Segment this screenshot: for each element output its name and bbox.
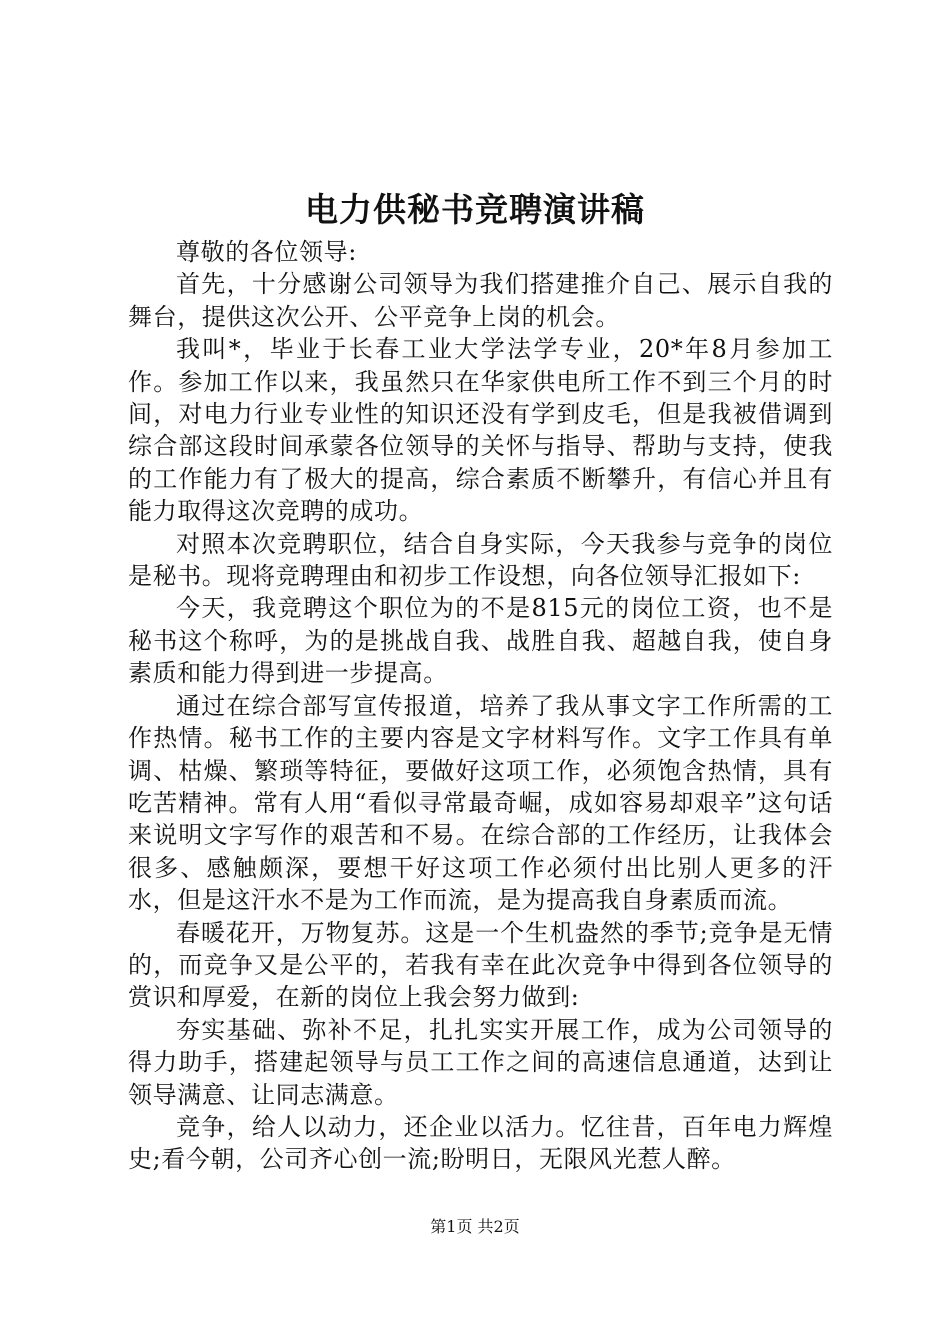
paragraph: 我叫*，毕业于长春工业大学法学专业，20*年8月参加工作。参加工作以来，我虽然只在华家供电所工作不到三个月的时间，对电力行业专业性的知识还没有学到皮毛，但是我被借调到综合部这段时间承蒙各位领导的关怀与指导、帮助与支持，使我的工作能力有了极大的提高，综合素质不断攀升，有信心并且有能力取得这次竞聘的成功。 [128,335,833,526]
paragraph: 夯实基础、弥补不足，扎扎实实开展工作，成为公司领导的得力助手，搭建起领导与员工工作之间的高速信息通道，达到让领导满意、让同志满意。 [128,1015,833,1109]
paragraph: 通过在综合部写宣传报道，培养了我从事文字工作所需的工作热情。秘书工作的主要内容是文字材料写作。文字工作具有单调、枯燥、繁琐等特征，要做好这项工作，必须饱含热情，具有吃苦精神。常有人用“看似寻常最奇崛，成如容易却艰辛”这句话来说明文字写作的艰苦和不易。在综合部的工作经历，让我体会很多、感触颇深，要想干好这项工作必须付出比别人更多的汗水，但是这汗水不是为工作而流，是为提高我自身素质而流。 [128,691,833,915]
document-title: 电力供秘书竞聘演讲稿 [305,190,645,229]
paragraph: 对照本次竞聘职位，结合自身实际，今天我参与竞争的岗位是秘书。现将竞聘理由和初步工作设想，向各位领导汇报如下: [128,529,833,591]
paragraph: 今天，我竞聘这个职位为的不是815元的岗位工资，也不是秘书这个称呼，为的是挑战自我、战胜自我、超越自我，使自身素质和能力得到进一步提高。 [128,594,833,688]
salutation: 尊敬的各位领导: [176,238,357,266]
document-body [128,236,833,1176]
paragraph: 首先，十分感谢公司领导为我们搭建推介自己、展示自我的舞台，提供这次公开、公平竞争上岗的机会。 [128,270,833,331]
paragraph: 竞争，给人以动力，还企业以活力。忆往昔，百年电力辉煌史;看今朝，公司齐心创一流;盼明日，无限风光惹人醉。 [128,1112,833,1174]
paragraph: 春暖花开，万物复苏。这是一个生机盎然的季节;竞争是无情的，而竞争又是公平的，若我有幸在此次竞争中得到各位领导的赏识和厚爱，在新的岗位上我会努力做到: [128,918,833,1012]
page-footer: 第1页 共2页 [430,1217,520,1236]
